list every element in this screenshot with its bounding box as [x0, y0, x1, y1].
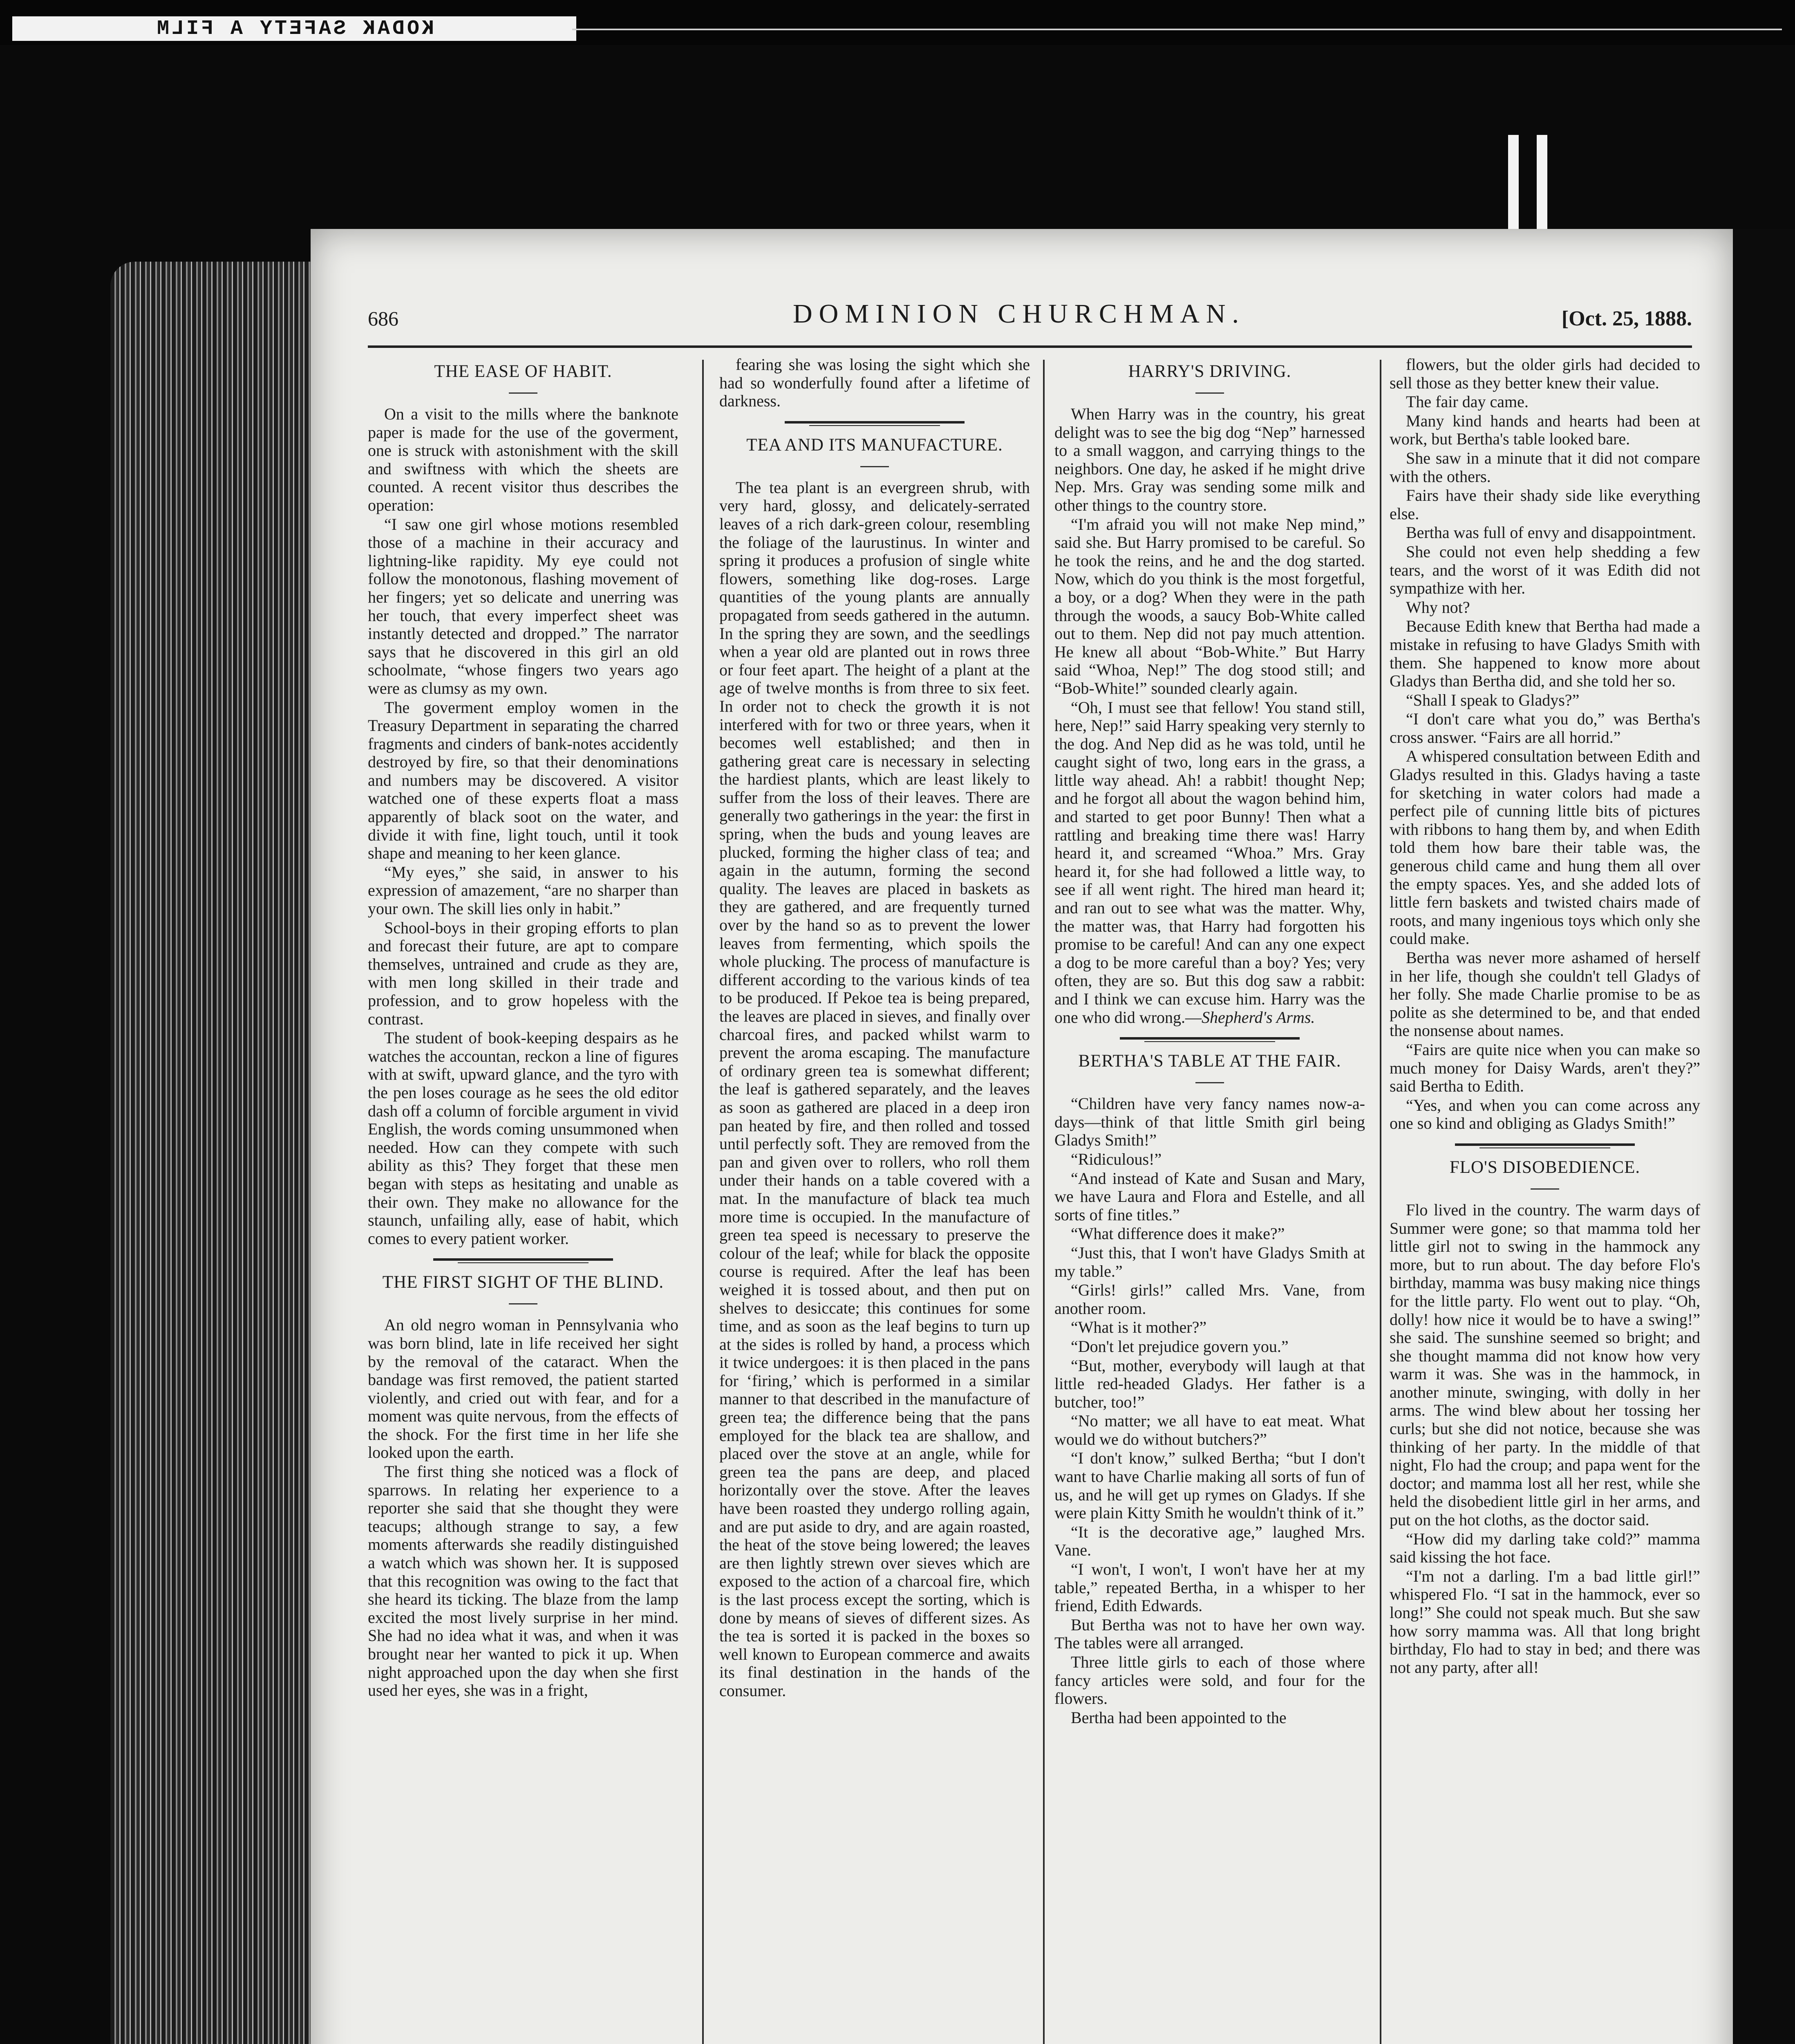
paragraph: Flo lived in the country. The warm days of Summer were gone; so that mamma told her little girl not to swing in the hammock any more, but to run about. The day before Flo's birthday, mamma was busy making nice things for the little party. Flo went out to play. “Oh, dolly! how nice it would be to have a swing!” she said. The sunshine seemed so bright; and she thought mamma did not know how very warm it was. She was in the hammock, in another minute, swinging, with dolly in her arms. The wind blew about her tossing her curls; but she did not notice, because she was thinking of her party. In the middle of that night, Flo had the croup; and papa went for the doctor; and mamma lost all her rest, while she held the disobedient little girl in her arms, and put on the hot cloths, as the doctor said.	[1390, 1200, 1700, 1529]
title-dash	[1195, 1082, 1224, 1083]
paragraph: “I'm not a darling. I'm a bad little girl!” whispered Flo. “I sat in the hammock, ever so long!” She could not speak much. But she saw how sorry mamma was. All that long bright birthday, Flo had to stay in bed; and there was not any party, after all!	[1390, 1567, 1700, 1676]
film-edge-line	[572, 29, 1782, 30]
paragraph: “Just this, that I won't have Gladys Smith at my table.”	[1054, 1243, 1365, 1280]
paragraph: An old negro woman in Pennsylvania who was born blind, late in life received her sight by the removal of the cataract. When the bandage was first removed, the patient started violently, and cried out with fear, and for a moment was quite nervous, from the effects of the shock. For the first time in her life she looked upon the earth.	[368, 1316, 678, 1462]
paragraph: Bertha was full of envy and disappointment.	[1406, 523, 1696, 542]
paragraph: “Don't let prejudice govern you.”	[1071, 1337, 1289, 1356]
title-dash	[509, 392, 537, 394]
paragraph: School-boys in their groping efforts to plan and forecast their future, are apt to compare themselves, untrained and crude as they are, with men long skilled in their trade and profession, and to grow hopeless with the contrast.	[368, 918, 678, 1028]
paragraph: “But, mother, everybody will laugh at that little red-headed Gladys. Her father is a butcher, too!”	[1054, 1356, 1365, 1411]
paragraph: Fairs have their shady side like everything else.	[1390, 486, 1700, 523]
section-rule	[433, 1258, 613, 1261]
article-title: TEA AND ITS MANUFACTURE.	[746, 435, 1003, 455]
column-3	[1054, 356, 1365, 2044]
column-rule	[1043, 360, 1045, 2044]
paragraph: She could not even help shedding a few tears, and the worst of it was Edith did not sympathize with her.	[1390, 542, 1700, 598]
article-title: HARRY'S DRIVING.	[1128, 362, 1291, 381]
paragraph: The first thing she noticed was a flock of sparrows. In relating her experience to a reporter she said that she thought they were teacups; although strange to say, a few moments afterwards she readily distinguished a watch which was shown her. It is supposed that this recognition was owing to the fact that she heard its ticking. The blaze from the lamp excited the most lively surprise in her mind. She had no idea what it was, and when it was brought near her wanted to pick it up. When night approached upon the day when she first used her eyes, she was in a fright,	[368, 1462, 678, 1700]
section-rule	[1144, 1041, 1275, 1042]
paragraph-text: “Oh, I must see that fellow! You stand still, here, Nep!” said Harry speaking very sternly to the dog. And Nep did as he was told, until he caught sight of two, long ears in the grass, a little way ahead. Ah! a rabbit! thought Nep; and he forgot all about the wagon behind him, and started to get poor Bunny! Then what a rattling and breaking time there was! Harry heard it, and screamed “Whoa.” Mrs. Gray heard it, for she had followed a little way, to see if all went right. The hired man heard it; and ran out to see what was the matter. Why, the matter was, that Harry had forgotten his promise to be careful! And can any one expect a dog to be more careful than a boy? Yes; very often, they are so. But this dog saw a rabbit: and I think we can excuse him. Harry was the one who did wrong.—	[1054, 698, 1365, 1026]
section-rule	[1120, 1037, 1300, 1040]
paragraph: Why not?	[1406, 598, 1470, 616]
paragraph: “I don't care what you do,” was Bertha's cross answer. “Fairs are all horrid.”	[1390, 710, 1700, 746]
film-marker-bar	[1508, 135, 1519, 233]
paragraph: “Fairs are quite nice when you can make so much money for Daisy Wards, aren't they?” said Bertha to Edith.	[1390, 1040, 1700, 1096]
paragraph: Because Edith knew that Bertha had made a mistake in refusing to have Gladys Smith with them. She happened to know more about Gladys than Bertha did, and she told her so.	[1390, 617, 1700, 690]
paragraph: Bertha was never more ashamed of herself in her life, though she couldn't tell Gladys of her folly. She made Charlie promise to be as polite as she determined to be, and that ended the nonsense about names.	[1390, 948, 1700, 1040]
paragraph: A whispered consultation between Edith and Gladys resulted in this. Gladys having a taste for sketching in water colors had made a perfect pile of cunning little bits of pictures with ribbons to hang them by, and when Edith told them how bare their table was, the generous child came and hung them all over the empty spaces. Yes, and she added lots of little fern baskets and twisted chairs made of roots, and many ingenious toys which only she could make.	[1390, 747, 1700, 948]
paragraph: “I won't, I won't, I won't have her at my table,” repeated Bertha, in a whisper to her friend, Edith Edwards.	[1054, 1560, 1365, 1615]
column-4	[1390, 356, 1700, 2044]
article-title: FLO'S DISOBEDIENCE.	[1449, 1157, 1641, 1177]
newspaper-title: DOMINION CHURCHMAN.	[793, 299, 1246, 329]
paragraph: The student of book-keeping despairs as he watches the accountan, reckon a line of figures with at swift, upward glance, and the tyro with the pen loses courage as he sees the old editor dash off a column of forcible argument in vivid English, the words coming unsummoned when needed. How can they compete with such ability as this? They forget that these men began with steps as hesitating and unable as their own. They make no allowance for the staunch, unfailing ally, ease of habit, which comes to every patient worker.	[368, 1029, 678, 1248]
paragraph: On a visit to the mills where the banknote paper is made for the use of the goverment, one is struck with astonishment with the skill and swiftness with which the sheets are counted. A recent visitor thus describes the operation:	[368, 405, 678, 514]
column-2	[719, 356, 1030, 2044]
film-strip	[0, 0, 1795, 45]
paragraph: “No matter; we all have to eat meat. What would we do without butchers?”	[1054, 1412, 1365, 1448]
paragraph: “It is the decorative age,” laughed Mrs. Vane.	[1054, 1522, 1365, 1560]
paragraph: When Harry was in the country, his great delight was to see the big dog “Nep” harnessed to a small waggon, and carrying things to the neighbors. One day, he asked if he might drive Nep. Mrs. Gray was sending some milk and other things to the country store.	[1054, 405, 1365, 514]
paragraph: Three little girls to each of those where fancy articles were sold, and four for the flowers.	[1054, 1653, 1365, 1708]
paragraph: flowers, but the older girls had decided to sell those as they better knew their value.	[1390, 356, 1700, 392]
column-1	[368, 356, 678, 2044]
paragraph: But Bertha was not to have her own way. The tables were all arranged.	[1054, 1615, 1365, 1652]
title-dash	[860, 466, 889, 467]
paragraph: The fair day came.	[1406, 392, 1529, 411]
paragraph: fearing she was losing the sight which she had so wonderfully found after a lifetime of darkness.	[719, 356, 1030, 410]
paragraph: “What difference does it make?”	[1071, 1224, 1285, 1243]
paragraph: “Girls! girls!” called Mrs. Vane, from another room.	[1054, 1281, 1365, 1318]
paragraph: “I'm afraid you will not make Nep mind,” said she. But Harry promised to be careful. So he took the reins, and he and the dog started. Now, which do you think is the most forgetful, a boy, or a dog? When they were in the path through the woods, a saucy Bob-White called out to them. Nep did not pay much attention. He knew all about “Bob-White.” But Harry said “Whoa, Nep!” The dog stood still; and “Bob-White!” sounded clearly again.	[1054, 515, 1365, 697]
issue-date: [Oct. 25, 1888.	[1561, 307, 1692, 330]
book-page-edges	[110, 262, 323, 2044]
paragraph: “I don't know,” sulked Bertha; “but I don't want to have Charlie making all sorts of fun of us, and he will get up rymes on Gladys. If she were plain Kitty Smith he wouldn't think of it.”	[1054, 1449, 1365, 1522]
article-title: THE FIRST SIGHT OF THE BLIND.	[382, 1273, 664, 1292]
title-dash	[1531, 1188, 1559, 1190]
article-title: THE EASE OF HABIT.	[434, 362, 612, 381]
masthead-rule	[368, 345, 1692, 348]
film-marker-bar	[1537, 135, 1547, 233]
paragraph	[1054, 699, 1365, 1027]
source-attribution: Shepherd's Arms.	[1201, 1008, 1315, 1026]
article-title: BERTHA'S TABLE AT THE FAIR.	[1078, 1051, 1341, 1071]
paragraph: She saw in a minute that it did not compare with the others.	[1390, 448, 1700, 486]
adjacent-page-shadow	[1733, 229, 1795, 2044]
paragraph: “How did my darling take cold?” mamma said kissing the hot face.	[1390, 1529, 1700, 1567]
section-rule	[809, 425, 940, 426]
paragraph: The goverment employ women in the Treasury Department in separating the charred fragments and cinders of bank-notes accidently destroyed by fire, so that their denominations and numbers may be discovered. A visitor watched one of these experts float a mass apparently of black soot on the water, and divide it with fine, light touch, until it took shape and meaning to her keen glance.	[368, 698, 678, 863]
column-rule	[1380, 360, 1381, 2044]
page-number: 686	[368, 307, 398, 330]
paragraph: “Children have very fancy names now-a-days—think of that little Smith girl being Gladys Smith!”	[1054, 1094, 1365, 1150]
film-edge-label: KODAK SAFETY A FILM	[12, 16, 576, 41]
paragraph: “I saw one girl whose motions resembled those of a machine in their accuracy and lightning-like rapidity. My eye could not follow the monotonous, flashing movement of her fingers; yet so delicate and unerring was her touch, that every imperfect sheet was instantly detected and dropped.” The narrator says that he discovered in this girl an old schoolmate, “whose fingers two years ago were as clumsy as my own.	[368, 515, 678, 697]
paragraph: Many kind hands and hearts had been at work, but Bertha's table looked bare.	[1390, 411, 1700, 448]
paragraph: “What is it mother?”	[1071, 1318, 1207, 1337]
section-rule	[785, 421, 965, 424]
paragraph: The tea plant is an evergreen shrub, with very hard, glossy, and delicately-serrated leaves of a rich dark-green colour, resembling the foliage of the laurustinus. In winter and spring it produces a profusion of single white flowers, something like dog-roses. Large quantities of the young plants are annually propagated from seeds gathered in the autumn. In the spring they are sown, and the seedlings when a year old are planted out in rows three or four feet apart. The height of a plant at the age of twelve months is from three to six feet. In order not to check the growth it is not interfered with for two or three years, when it becomes well established; and then in gathering great care is necessary in selecting the hardiest plants, which are least likely to suffer from the loss of their leaves. There are generally two gatherings in the year: the first in spring, when the buds and young leaves are plucked, forming the higher class of tea; and again in the autumn, forming the second quality. The leaves are placed in baskets as they are gathered, and are frequently turned over by the hand so as to prevent the lower leaves from fermenting, which spoils the whole plucking. The process of manufacture is different according to the various kinds of tea to be produced. If Pekoe tea is being prepared, the leaves are placed in sieves, and finally over charcoal fires, and packed whilst warm to prevent the aroma escaping. The manufacture of ordinary green tea is somewhat different; the leaf is gathered separately, and the leaves as soon as gathered are placed in a deep iron pan heated by fire, and then rolled and tossed until perfectly soft. They are removed from the pan and given over to rollers, who roll them under their hands on a table covered with a mat. In the manufacture of black tea much more time is occupied. In the manufacture of green tea speed is necessary to preserve the colour of the leaf; while for black the opposite course is required. After the leaf has been weighed it is tossed about, and then put on shelves to desiccate; this continues for some time, and as soon as the leaf begins to turn up at the sides is rolled by hand, a process which it twice undergoes: it is then placed in the pans for ‘firing,’ which is performed in a similar manner to that described in the manufacture of green tea; the difference being that the pans employed for the black tea are shallow, and placed over the stove at an angle, while for green tea the pans are deep, and placed horizontally over the stove. After the leaves have been roasted they undergo rolling again, and are put aside to dry, and are again roasted, the heat of the stove being lowered; the leaves are then lightly strewn over sieves which are exposed to the action of a charcoal fire, which is the last process except the sorting, which is done by means of sieves of different sizes. As the tea is sorted it is packed in the boxes so well known to European commerce and awaits its final destination in the hands of the consumer.	[719, 478, 1030, 1700]
paragraph: “My eyes,” she said, in answer to his expression of amazement, “are no sharper than your own. The skill lies only in habit.”	[368, 863, 678, 918]
section-rule	[1455, 1143, 1635, 1146]
paragraph: “Ridiculous!”	[1071, 1150, 1162, 1168]
title-dash	[1195, 392, 1224, 394]
masthead	[368, 298, 1692, 335]
paragraph: “Shall I speak to Gladys?”	[1406, 690, 1580, 709]
paragraph: “Yes, and when you can come across any one so kind and obliging as Gladys Smith!”	[1390, 1096, 1700, 1133]
title-dash	[509, 1303, 537, 1304]
paragraph: “And instead of Kate and Susan and Mary, we have Laura and Flora and Estelle, and all sorts of fine titles.”	[1054, 1169, 1365, 1224]
column-rule	[702, 360, 704, 2044]
section-rule	[458, 1262, 589, 1263]
paragraph: Bertha had been appointed to the	[1071, 1708, 1287, 1727]
